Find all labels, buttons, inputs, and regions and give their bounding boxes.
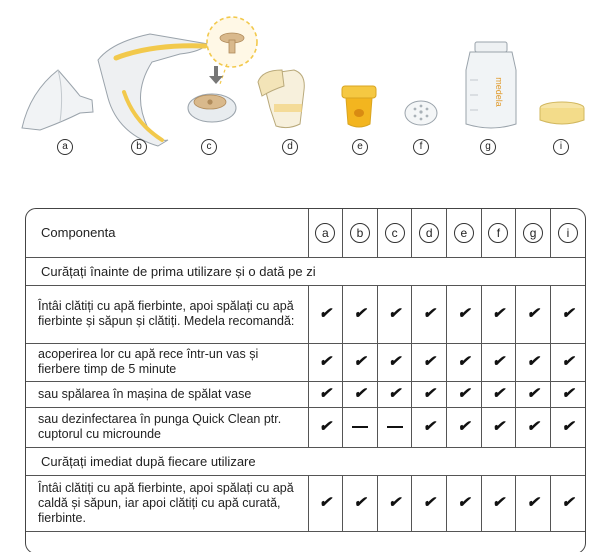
part-label-e: e	[352, 139, 368, 155]
part-label-g: g	[480, 139, 496, 155]
check-mark-icon: ✔	[561, 352, 575, 370]
mark-cell-a	[308, 475, 343, 531]
check-mark-icon: ✔	[422, 304, 436, 322]
component-c-header: c	[385, 223, 405, 243]
component-e-header: e	[454, 223, 474, 243]
check-mark-icon: ✔	[388, 493, 401, 511]
check-mark-icon: ✔	[388, 304, 401, 322]
mark-cell-g	[516, 475, 551, 531]
mark-cell-d	[412, 475, 447, 531]
check-mark-icon: ✔	[422, 417, 436, 435]
check-mark-icon: ✔	[561, 384, 575, 402]
mark-cell-i	[550, 381, 585, 407]
mark-cell-a	[308, 407, 343, 447]
check-mark-icon: ✔	[526, 384, 540, 402]
part-label-a: a	[57, 139, 73, 155]
check-mark-icon: ✔	[526, 417, 540, 435]
check-mark-icon: ✔	[422, 352, 436, 370]
mark-cell-d	[412, 285, 447, 343]
check-mark-icon: ✔	[526, 352, 540, 370]
check-mark-icon: ✔	[353, 384, 367, 402]
mark-cell-c	[377, 343, 412, 381]
check-mark-icon: ✔	[561, 493, 575, 511]
lid-illustration	[540, 102, 584, 124]
mark-cell-g	[516, 285, 551, 343]
check-mark-icon: ✔	[492, 304, 505, 322]
component-d-header: d	[419, 223, 439, 243]
mark-cell-e	[447, 343, 482, 381]
row-description: sau spălarea în mașina de spălat vase	[26, 381, 308, 407]
row-description: Întâi clătiți cu apă fierbinte, apoi spălați cu apă fierbinte și săpun și clătiți. Medela recomandă:	[26, 285, 308, 343]
mark-cell-d	[412, 407, 447, 447]
section-title: Curățați imediat după fiecare utilizare	[26, 447, 585, 475]
check-mark-icon: ✔	[353, 352, 367, 370]
component-f-header: f	[488, 223, 508, 243]
part-label-b: b	[131, 139, 147, 155]
mark-cell-i	[550, 343, 585, 381]
check-mark-icon: ✔	[561, 304, 575, 322]
check-mark-icon: ✔	[457, 352, 471, 370]
mark-cell-a	[308, 285, 343, 343]
component-b-header: b	[350, 223, 370, 243]
mark-cell-b	[343, 407, 378, 447]
mark-cell-g	[516, 343, 551, 381]
section-row	[26, 257, 585, 285]
row-description: Întâi clătiți cu apă fierbinte, apoi spălați cu apă caldă și săpun, iar apoi clătiți cu apă curată, fierbinte.	[26, 475, 308, 531]
check-mark-icon: ✔	[457, 384, 471, 402]
part-label-c: c	[201, 139, 217, 155]
mark-cell-c	[377, 407, 412, 447]
check-mark-icon: ✔	[319, 384, 332, 402]
check-mark-icon: ✔	[353, 304, 367, 322]
check-mark-icon: ✔	[319, 417, 332, 435]
mark-cell-c	[377, 285, 412, 343]
table-row	[26, 343, 585, 381]
mark-cell-i	[550, 407, 585, 447]
mark-cell-i	[550, 285, 585, 343]
mark-cell-d	[412, 381, 447, 407]
table-row	[26, 285, 585, 343]
dash-icon	[387, 426, 403, 428]
mark-cell-e	[447, 475, 482, 531]
check-mark-icon: ✔	[492, 493, 505, 511]
check-mark-icon: ✔	[388, 352, 401, 370]
table-row	[26, 407, 585, 447]
membrane-illustration	[188, 17, 257, 122]
check-mark-icon: ✔	[492, 417, 505, 435]
mark-cell-c	[377, 381, 412, 407]
part-label-i: i	[553, 139, 569, 155]
mark-cell-b	[343, 475, 378, 531]
check-mark-icon: ✔	[319, 304, 332, 322]
white-membrane-illustration	[405, 101, 437, 125]
mark-cell-c	[377, 475, 412, 531]
component-a-header: a	[315, 223, 335, 243]
table-header-row	[26, 209, 585, 257]
mark-cell-b	[343, 343, 378, 381]
check-mark-icon: ✔	[526, 304, 540, 322]
part-label-d: d	[282, 139, 298, 155]
dash-icon	[352, 426, 368, 428]
mark-cell-a	[308, 343, 343, 381]
component-g-header: g	[523, 223, 543, 243]
component-header: Componenta	[26, 209, 308, 257]
check-mark-icon: ✔	[526, 493, 540, 511]
check-mark-icon: ✔	[353, 493, 367, 511]
section-row	[26, 447, 585, 475]
mark-cell-i	[550, 475, 585, 531]
mark-cell-b	[343, 285, 378, 343]
check-mark-icon: ✔	[319, 352, 332, 370]
bottle-illustration	[466, 42, 516, 128]
breast-shield-illustration	[22, 70, 93, 130]
mark-cell-d	[412, 343, 447, 381]
check-mark-icon: ✔	[422, 493, 436, 511]
parts-illustration	[0, 0, 600, 170]
mark-cell-f	[481, 343, 516, 381]
mark-cell-b	[343, 381, 378, 407]
row-description: acoperirea lor cu apă rece într-un vas și fierbere timp de 5 minute	[26, 343, 308, 381]
check-mark-icon: ✔	[388, 384, 401, 402]
cleaning-table-card	[25, 208, 586, 552]
mark-cell-e	[447, 381, 482, 407]
mark-cell-f	[481, 407, 516, 447]
parts-drawing	[0, 0, 600, 170]
check-mark-icon: ✔	[457, 304, 471, 322]
bottle-brand-label: medela	[494, 77, 504, 107]
check-mark-icon: ✔	[561, 417, 575, 435]
row-description: sau dezinfectarea în punga Quick Clean ptr. cuptorul cu microunde	[26, 407, 308, 447]
check-mark-icon: ✔	[422, 384, 436, 402]
mark-cell-e	[447, 407, 482, 447]
component-i-header: i	[558, 223, 578, 243]
check-mark-icon: ✔	[457, 493, 471, 511]
connector-illustration	[258, 70, 304, 128]
part-label-f: f	[413, 139, 429, 155]
mark-cell-e	[447, 285, 482, 343]
check-mark-icon: ✔	[492, 384, 505, 402]
table-row	[26, 475, 585, 531]
mark-cell-f	[481, 285, 516, 343]
handle-illustration	[98, 34, 208, 146]
section-title: Curățați înainte de prima utilizare și o dată pe zi	[26, 257, 585, 285]
cleaning-table	[26, 209, 585, 532]
mark-cell-g	[516, 407, 551, 447]
mark-cell-f	[481, 475, 516, 531]
mark-cell-g	[516, 381, 551, 407]
valve-illustration	[342, 86, 376, 127]
check-mark-icon: ✔	[319, 493, 332, 511]
mark-cell-f	[481, 381, 516, 407]
check-mark-icon: ✔	[457, 417, 471, 435]
check-mark-icon: ✔	[492, 352, 505, 370]
table-row	[26, 381, 585, 407]
mark-cell-a	[308, 381, 343, 407]
